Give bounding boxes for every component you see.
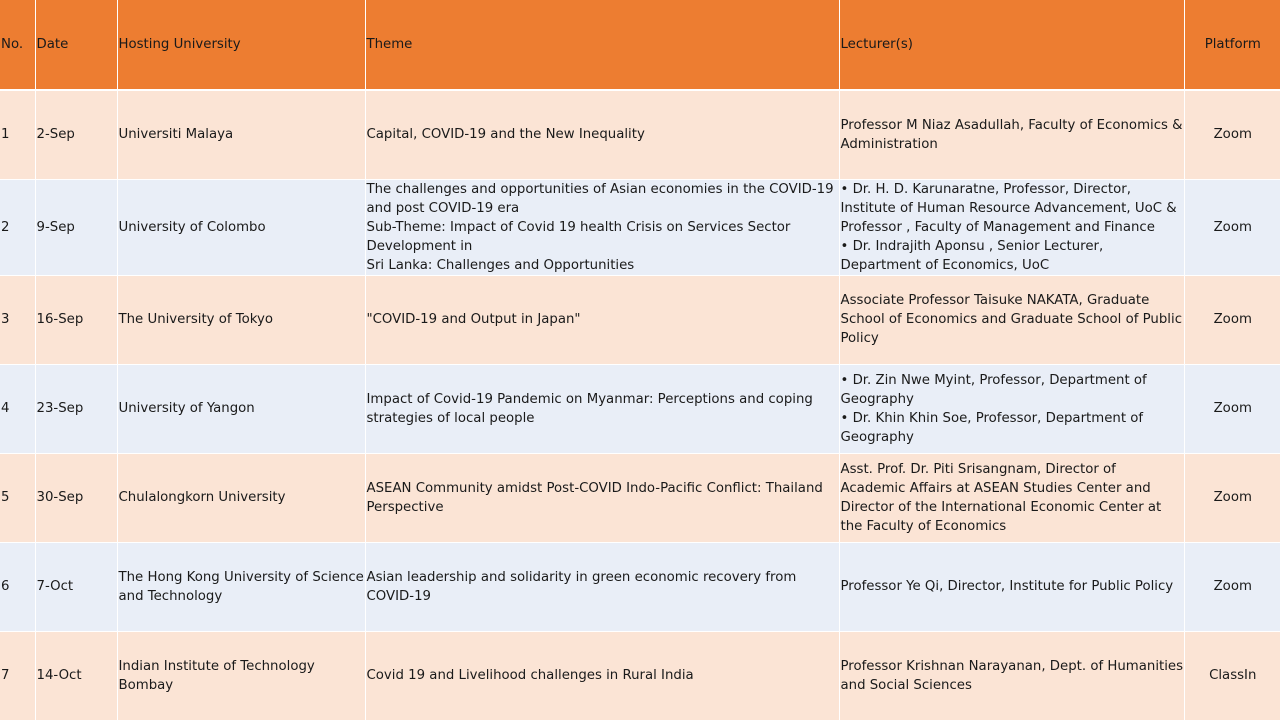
header-university: Hosting University: [117, 0, 365, 90]
cell-theme: Capital, COVID-19 and the New Inequality: [365, 90, 839, 179]
cell-platform: Zoom: [1184, 453, 1280, 542]
lecturer-entry: Professor Krishnan Narayanan, Dept. of Humanities and Social Sciences: [840, 658, 1184, 693]
cell-university: Chulalongkorn University: [117, 453, 365, 542]
cell-date: 14-Oct: [35, 631, 117, 720]
cell-platform: ClassIn: [1184, 631, 1280, 720]
cell-theme: Impact of Covid-19 Pandemic on Myanmar: Perceptions and coping strategies of local people: [365, 364, 839, 453]
cell-lecturers: [839, 453, 1184, 542]
lecturer-entry: • Dr. Indrajith Aponsu , Senior Lecturer, Department of Economics, UoC: [840, 238, 1104, 273]
table-row: [0, 453, 1280, 542]
cell-no: 6: [0, 542, 35, 631]
cell-university: University of Colombo: [117, 179, 365, 275]
cell-theme: "COVID-19 and Output in Japan": [365, 275, 839, 364]
cell-lecturers: [839, 90, 1184, 179]
cell-theme: Asian leadership and solidarity in green economic recovery from COVID-19: [365, 542, 839, 631]
table-header: [0, 0, 1280, 90]
cell-date: 2-Sep: [35, 90, 117, 179]
cell-no: 2: [0, 179, 35, 275]
table-body: [0, 90, 1280, 720]
header-theme: Theme: [365, 0, 839, 90]
cell-university: The Hong Kong University of Science and Technology: [117, 542, 365, 631]
cell-theme: Covid 19 and Livelihood challenges in Rural India: [365, 631, 839, 720]
cell-theme: The challenges and opportunities of Asian economies in the COVID-19 and post COVID-19 era Sub-Theme: Impact of Covid 19 health Crisis on Services Sector Development in Sri Lanka: Challenges and Opportunities: [365, 179, 839, 275]
cell-lecturers: [839, 275, 1184, 364]
lecturer-entry: • Dr. H. D. Karunaratne, Professor, Director, Institute of Human Resource Advancement, UoC & Professor , Faculty of Management and Finance: [840, 181, 1177, 235]
lecturer-entry: Professor Ye Qi, Director, Institute for Public Policy: [840, 579, 1174, 594]
cell-platform: Zoom: [1184, 179, 1280, 275]
table-row: [0, 90, 1280, 179]
cell-date: 23-Sep: [35, 364, 117, 453]
cell-university: Indian Institute of Technology Bombay: [117, 631, 365, 720]
lecturer-entry: Asst. Prof. Dr. Piti Srisangnam, Director of Academic Affairs at ASEAN Studies Center and Director of the International Economic Center at the Faculty of Economics: [840, 461, 1162, 534]
header-lecturers: Lecturer(s): [839, 0, 1184, 90]
header-no: No.: [0, 0, 35, 90]
cell-university: Universiti Malaya: [117, 90, 365, 179]
table-row: [0, 364, 1280, 453]
table-row: [0, 275, 1280, 364]
cell-date: 16-Sep: [35, 275, 117, 364]
table-row: [0, 179, 1280, 275]
cell-theme: ASEAN Community amidst Post-COVID Indo-Pacific Conflict: Thailand Perspective: [365, 453, 839, 542]
cell-university: University of Yangon: [117, 364, 365, 453]
cell-platform: Zoom: [1184, 364, 1280, 453]
header-row: [0, 0, 1280, 90]
cell-platform: Zoom: [1184, 542, 1280, 631]
cell-university: The University of Tokyo: [117, 275, 365, 364]
cell-lecturers: [839, 179, 1184, 275]
lecturer-entry: • Dr. Zin Nwe Myint, Professor, Department of Geography: [840, 372, 1147, 407]
lecturer-entry: • Dr. Khin Khin Soe, Professor, Department of Geography: [840, 410, 1144, 445]
header-platform: Platform: [1184, 0, 1280, 90]
cell-no: 7: [0, 631, 35, 720]
cell-no: 1: [0, 90, 35, 179]
cell-lecturers: [839, 631, 1184, 720]
cell-date: 7-Oct: [35, 542, 117, 631]
cell-no: 5: [0, 453, 35, 542]
lecturer-entry: Professor M Niaz Asadullah, Faculty of Economics & Administration: [840, 117, 1183, 152]
cell-date: 30-Sep: [35, 453, 117, 542]
table-row: [0, 631, 1280, 720]
lecturer-entry: Associate Professor Taisuke NAKATA, Graduate School of Economics and Graduate School of Public Policy: [840, 293, 1182, 346]
cell-lecturers: [839, 364, 1184, 453]
table-row: [0, 542, 1280, 631]
header-date: Date: [35, 0, 117, 90]
cell-no: 4: [0, 364, 35, 453]
cell-date: 9-Sep: [35, 179, 117, 275]
cell-platform: Zoom: [1184, 275, 1280, 364]
cell-no: 3: [0, 275, 35, 364]
cell-platform: Zoom: [1184, 90, 1280, 179]
cell-lecturers: [839, 542, 1184, 631]
